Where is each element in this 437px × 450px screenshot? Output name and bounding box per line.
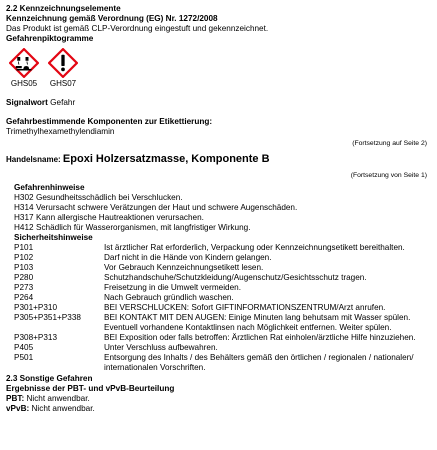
- precaution-text: Nach Gebrauch gründlich waschen.: [104, 292, 234, 302]
- precaution-code: P102: [14, 252, 34, 262]
- regulation-line: Kennzeichnung gemäß Verordnung (EG) Nr. 1272/2008: [6, 14, 218, 23]
- signal-word-value: Gefahr: [50, 97, 76, 107]
- components-heading: Gefahrbestimmende Komponenten zur Etikettierung:: [6, 116, 213, 126]
- continued-note: (Fortsetzung auf Seite 2): [352, 139, 427, 147]
- hazard-text: Kann allergische Hautreaktionen verursachen.: [36, 212, 204, 222]
- pictogram-group: [9, 48, 431, 89]
- pictogram-ghs05: [9, 48, 39, 89]
- precaution-text: Unter Verschluss aufbewahren.: [104, 342, 218, 352]
- precaution-text: BEI KONTAKT MIT DEN AUGEN: Einige Minuten lang behutsam mit Wasser spülen. Eventuell vorhandene Kontaktlinsen nach Möglichkeit entfernen. Weiter spülen.: [104, 312, 411, 332]
- pbt-label: PBT:: [6, 393, 25, 403]
- precaution-code: P280: [14, 272, 34, 282]
- hazard-code: H302: [14, 192, 34, 202]
- pictogram-ghs07: [48, 48, 78, 89]
- pictogram-code: GHS05: [10, 79, 38, 88]
- precaution-code: P273: [14, 282, 34, 292]
- pictograms-heading: Gefahrenpiktogramme: [6, 34, 94, 43]
- corrosion-icon: [9, 48, 39, 78]
- precaution-section: [6, 233, 431, 243]
- hazard-text: Verursacht schwere Verätzungen der Haut und schwere Augenschäden.: [36, 202, 298, 212]
- precaution-code: P101: [14, 242, 34, 252]
- precaution-code: P305+P351+P338: [14, 312, 81, 322]
- precaution-code: P405: [14, 342, 34, 352]
- hazard-heading: Gefahrenhinweise: [14, 182, 85, 192]
- precaution-text: Darf nicht in die Hände von Kindern gelangen.: [104, 252, 272, 262]
- trade-name-label: Handelsname:: [6, 155, 61, 165]
- precaution-code: P308+P313: [14, 332, 58, 342]
- precautionary-statements: [6, 243, 431, 373]
- trade-name-value: Epoxi Holzersatzmasse, Komponente B: [62, 153, 270, 166]
- exclamation-mark-icon: [48, 48, 78, 78]
- vpvb-label: vPvB:: [6, 403, 30, 413]
- hazard-text: Gesundheitsschädlich bei Verschlucken.: [36, 192, 183, 202]
- pbt-value: Nicht anwendbar.: [26, 393, 90, 403]
- pbt-line: [6, 394, 431, 404]
- precaution-text: BEI Exposition oder falls betroffen: Ärztlichen Rat einholen/ärztliche Hilfe hinzuziehen.: [104, 332, 416, 342]
- precaution-text: Entsorgung des Inhalts / des Behälters gemäß den örtlichen / regionalen / nationalen/ internationalen Vorschriften.: [104, 352, 414, 372]
- precaution-text: Ist ärztlicher Rat erforderlich, Verpackung oder Kennzeichnungsetikett bereithalten.: [104, 242, 405, 252]
- signal-word-label: Signalwort: [6, 97, 48, 107]
- precaution-heading: Sicherheitshinweise: [14, 232, 93, 242]
- hazard-code: H412: [14, 222, 34, 232]
- signal-word-line: [6, 98, 431, 108]
- precaution-code: P103: [14, 262, 34, 272]
- precaution-code: P301+P310: [14, 302, 58, 312]
- hazard-code: H314: [14, 202, 34, 212]
- vpvb-value: Nicht anwendbar.: [31, 403, 95, 413]
- precaution-code: P264: [14, 292, 34, 302]
- precaution-code: P501: [14, 352, 34, 362]
- pictogram-code: GHS07: [49, 79, 77, 88]
- hazard-statements: [6, 193, 431, 233]
- precaution-text: BEI VERSCHLUCKEN: Sofort GIFTINFORMATIONSZENTRUM/Arzt anrufen.: [104, 302, 386, 312]
- vpvb-line: [6, 404, 431, 414]
- hazard-code: H317: [14, 212, 34, 222]
- component-name: Trimethylhexamethylendiamin: [6, 126, 115, 136]
- trade-name-line: [6, 153, 431, 166]
- precaution-text: Vor Gebrauch Kennzeichnungsetikett lesen.: [104, 262, 264, 272]
- precaution-text: Freisetzung in die Umwelt vermeiden.: [104, 282, 241, 292]
- pbt-heading: Ergebnisse der PBT- und vPvB-Beurteilung: [6, 383, 175, 393]
- continued-note: (Fortsetzung von Seite 1): [350, 172, 427, 180]
- precaution-text: Schutzhandschuhe/Schutzkleidung/Augenschutz/Gesichtsschutz tragen.: [104, 272, 367, 282]
- section-heading-2-2: 2.2 Kennzeichnungselemente: [6, 4, 121, 13]
- hazard-text: Schädlich für Wasserorganismen, mit langfristiger Wirkung.: [36, 222, 251, 232]
- section-heading-2-3: 2.3 Sonstige Gefahren: [6, 373, 93, 383]
- clp-statement: Das Produkt ist gemäß CLP-Verordnung eingestuft und gekennzeichnet.: [6, 24, 269, 33]
- hazard-section: [6, 183, 431, 193]
